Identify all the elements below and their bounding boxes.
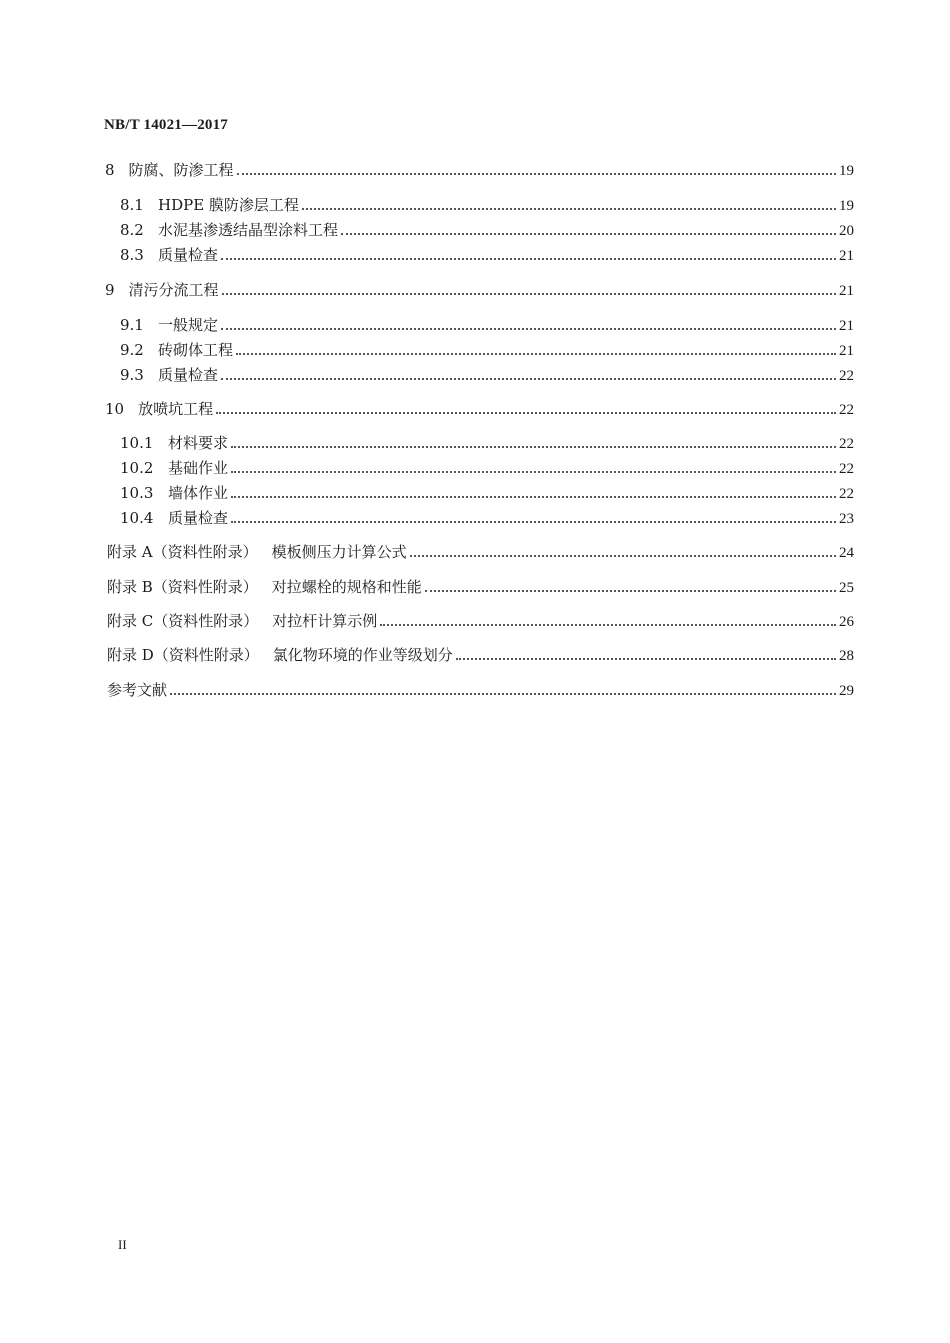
toc-leader-dots: [231, 520, 836, 523]
toc-entry[interactable]: [107, 610, 854, 632]
toc-entry-page: 21: [839, 343, 854, 359]
toc-entry-page: 21: [839, 283, 854, 299]
toc-entry[interactable]: [120, 432, 854, 454]
document-code: NB/T 14021—2017: [104, 117, 228, 133]
toc-entry-title: 对拉杆计算示例: [272, 612, 378, 630]
toc-leader-dots: [231, 495, 836, 498]
toc-entry-number: 9.1: [120, 316, 144, 334]
toc-leader-dots: [221, 327, 836, 330]
toc-entry-title: 水泥基渗透结晶型涂料工程: [158, 221, 339, 239]
toc-entry-number: 8.2: [120, 221, 144, 239]
toc-entry[interactable]: [120, 364, 854, 386]
toc-entry-title: 质量检查: [168, 509, 229, 527]
toc-entry-number: 9.3: [120, 366, 144, 384]
toc-leader-dots: [236, 352, 836, 355]
toc-entry[interactable]: [120, 507, 854, 529]
toc-entry-title: 墙体作业: [168, 484, 229, 502]
toc-leader-dots: [456, 657, 836, 660]
toc-entry-page: 19: [839, 163, 854, 179]
toc-entry[interactable]: [105, 159, 854, 181]
toc-entry[interactable]: [107, 679, 854, 701]
toc-entry[interactable]: [105, 279, 854, 301]
toc-entry[interactable]: [120, 482, 854, 504]
toc-entry-number: 附录 D（资料性附录）: [107, 646, 259, 664]
toc-entry-page: 23: [839, 511, 854, 527]
toc-entry[interactable]: [120, 457, 854, 479]
toc-entry[interactable]: [120, 194, 854, 216]
toc-entry-number: 8.1: [120, 196, 144, 214]
toc-entry-number: 附录 A（资料性附录）: [107, 543, 258, 561]
toc-entry-title: 砖砌体工程: [158, 341, 234, 359]
toc-entry-number: 附录 C（资料性附录）: [107, 612, 259, 630]
toc-entry[interactable]: [105, 398, 854, 420]
toc-entry-title: 质量检查: [158, 366, 219, 384]
toc-entry-number: 10: [105, 400, 125, 418]
toc-entry-title: 一般规定: [158, 316, 219, 334]
toc-entry-number: 附录 B（资料性附录）: [107, 578, 258, 596]
toc-entry-page: 22: [839, 486, 854, 502]
page-number: II: [118, 1237, 127, 1252]
toc-entry-title: 基础作业: [168, 459, 229, 477]
toc-entry-number: 9: [105, 281, 115, 299]
toc-entry-title: 氯化物环境的作业等级划分: [272, 646, 453, 664]
toc-entry-title: 材料要求: [168, 434, 229, 452]
toc-entry-number: 10.2: [120, 459, 154, 477]
toc-entry-page: 22: [839, 368, 854, 384]
toc-entry-number: 8: [105, 161, 115, 179]
toc-entry[interactable]: [120, 219, 854, 241]
toc-entry[interactable]: [120, 244, 854, 266]
toc-entry-number: 10.1: [120, 434, 154, 452]
toc-leader-dots: [231, 470, 836, 473]
toc-leader-dots: [170, 692, 836, 695]
toc-leader-dots: [380, 623, 836, 626]
toc-leader-dots: [216, 411, 836, 414]
toc-entry-page: 22: [839, 461, 854, 477]
toc-entry-number: 10.3: [120, 484, 154, 502]
toc-entry-page: 21: [839, 318, 854, 334]
toc-entry[interactable]: [120, 314, 854, 336]
toc-entry-title: 放喷坑工程: [138, 400, 214, 418]
toc-entry-page: 24: [839, 545, 854, 561]
toc-entry-title: 模板侧压力计算公式: [271, 543, 407, 561]
toc-entry-page: 26: [839, 614, 854, 630]
toc-entry-title: 对拉螺栓的规格和性能: [271, 578, 422, 596]
toc-entry-number: 8.3: [120, 246, 144, 264]
toc-entry-title: 质量检查: [158, 246, 219, 264]
toc-entry-number: 10.4: [120, 509, 154, 527]
toc-entry-title: 防腐、防渗工程: [128, 161, 234, 179]
toc-entry-page: 29: [839, 683, 854, 699]
toc-leader-dots: [302, 207, 836, 210]
toc-entry[interactable]: [107, 541, 854, 563]
toc-leader-dots: [237, 172, 836, 175]
toc-entry-title: HDPE 膜防渗层工程: [158, 196, 299, 214]
toc-entry-page: 25: [839, 580, 854, 596]
toc-leader-dots: [222, 292, 836, 295]
toc-entry[interactable]: [120, 339, 854, 361]
toc-entry-title: 清污分流工程: [128, 281, 219, 299]
toc-leader-dots: [221, 377, 836, 380]
toc-entry-page: 22: [839, 402, 854, 418]
toc-entry-title: 参考文献: [107, 681, 168, 699]
toc-leader-dots: [231, 445, 836, 448]
toc-entry-page: 20: [839, 223, 854, 239]
toc-leader-dots: [341, 232, 836, 235]
toc-leader-dots: [221, 257, 836, 260]
toc-leader-dots: [410, 554, 836, 557]
toc-leader-dots: [425, 589, 836, 592]
toc-entry-page: 28: [839, 648, 854, 664]
toc-entry[interactable]: [107, 576, 854, 598]
toc-entry-page: 21: [839, 248, 854, 264]
toc-entry-page: 22: [839, 436, 854, 452]
toc-entry[interactable]: [107, 644, 854, 666]
toc-entry-page: 19: [839, 198, 854, 214]
toc-entry-number: 9.2: [120, 341, 144, 359]
